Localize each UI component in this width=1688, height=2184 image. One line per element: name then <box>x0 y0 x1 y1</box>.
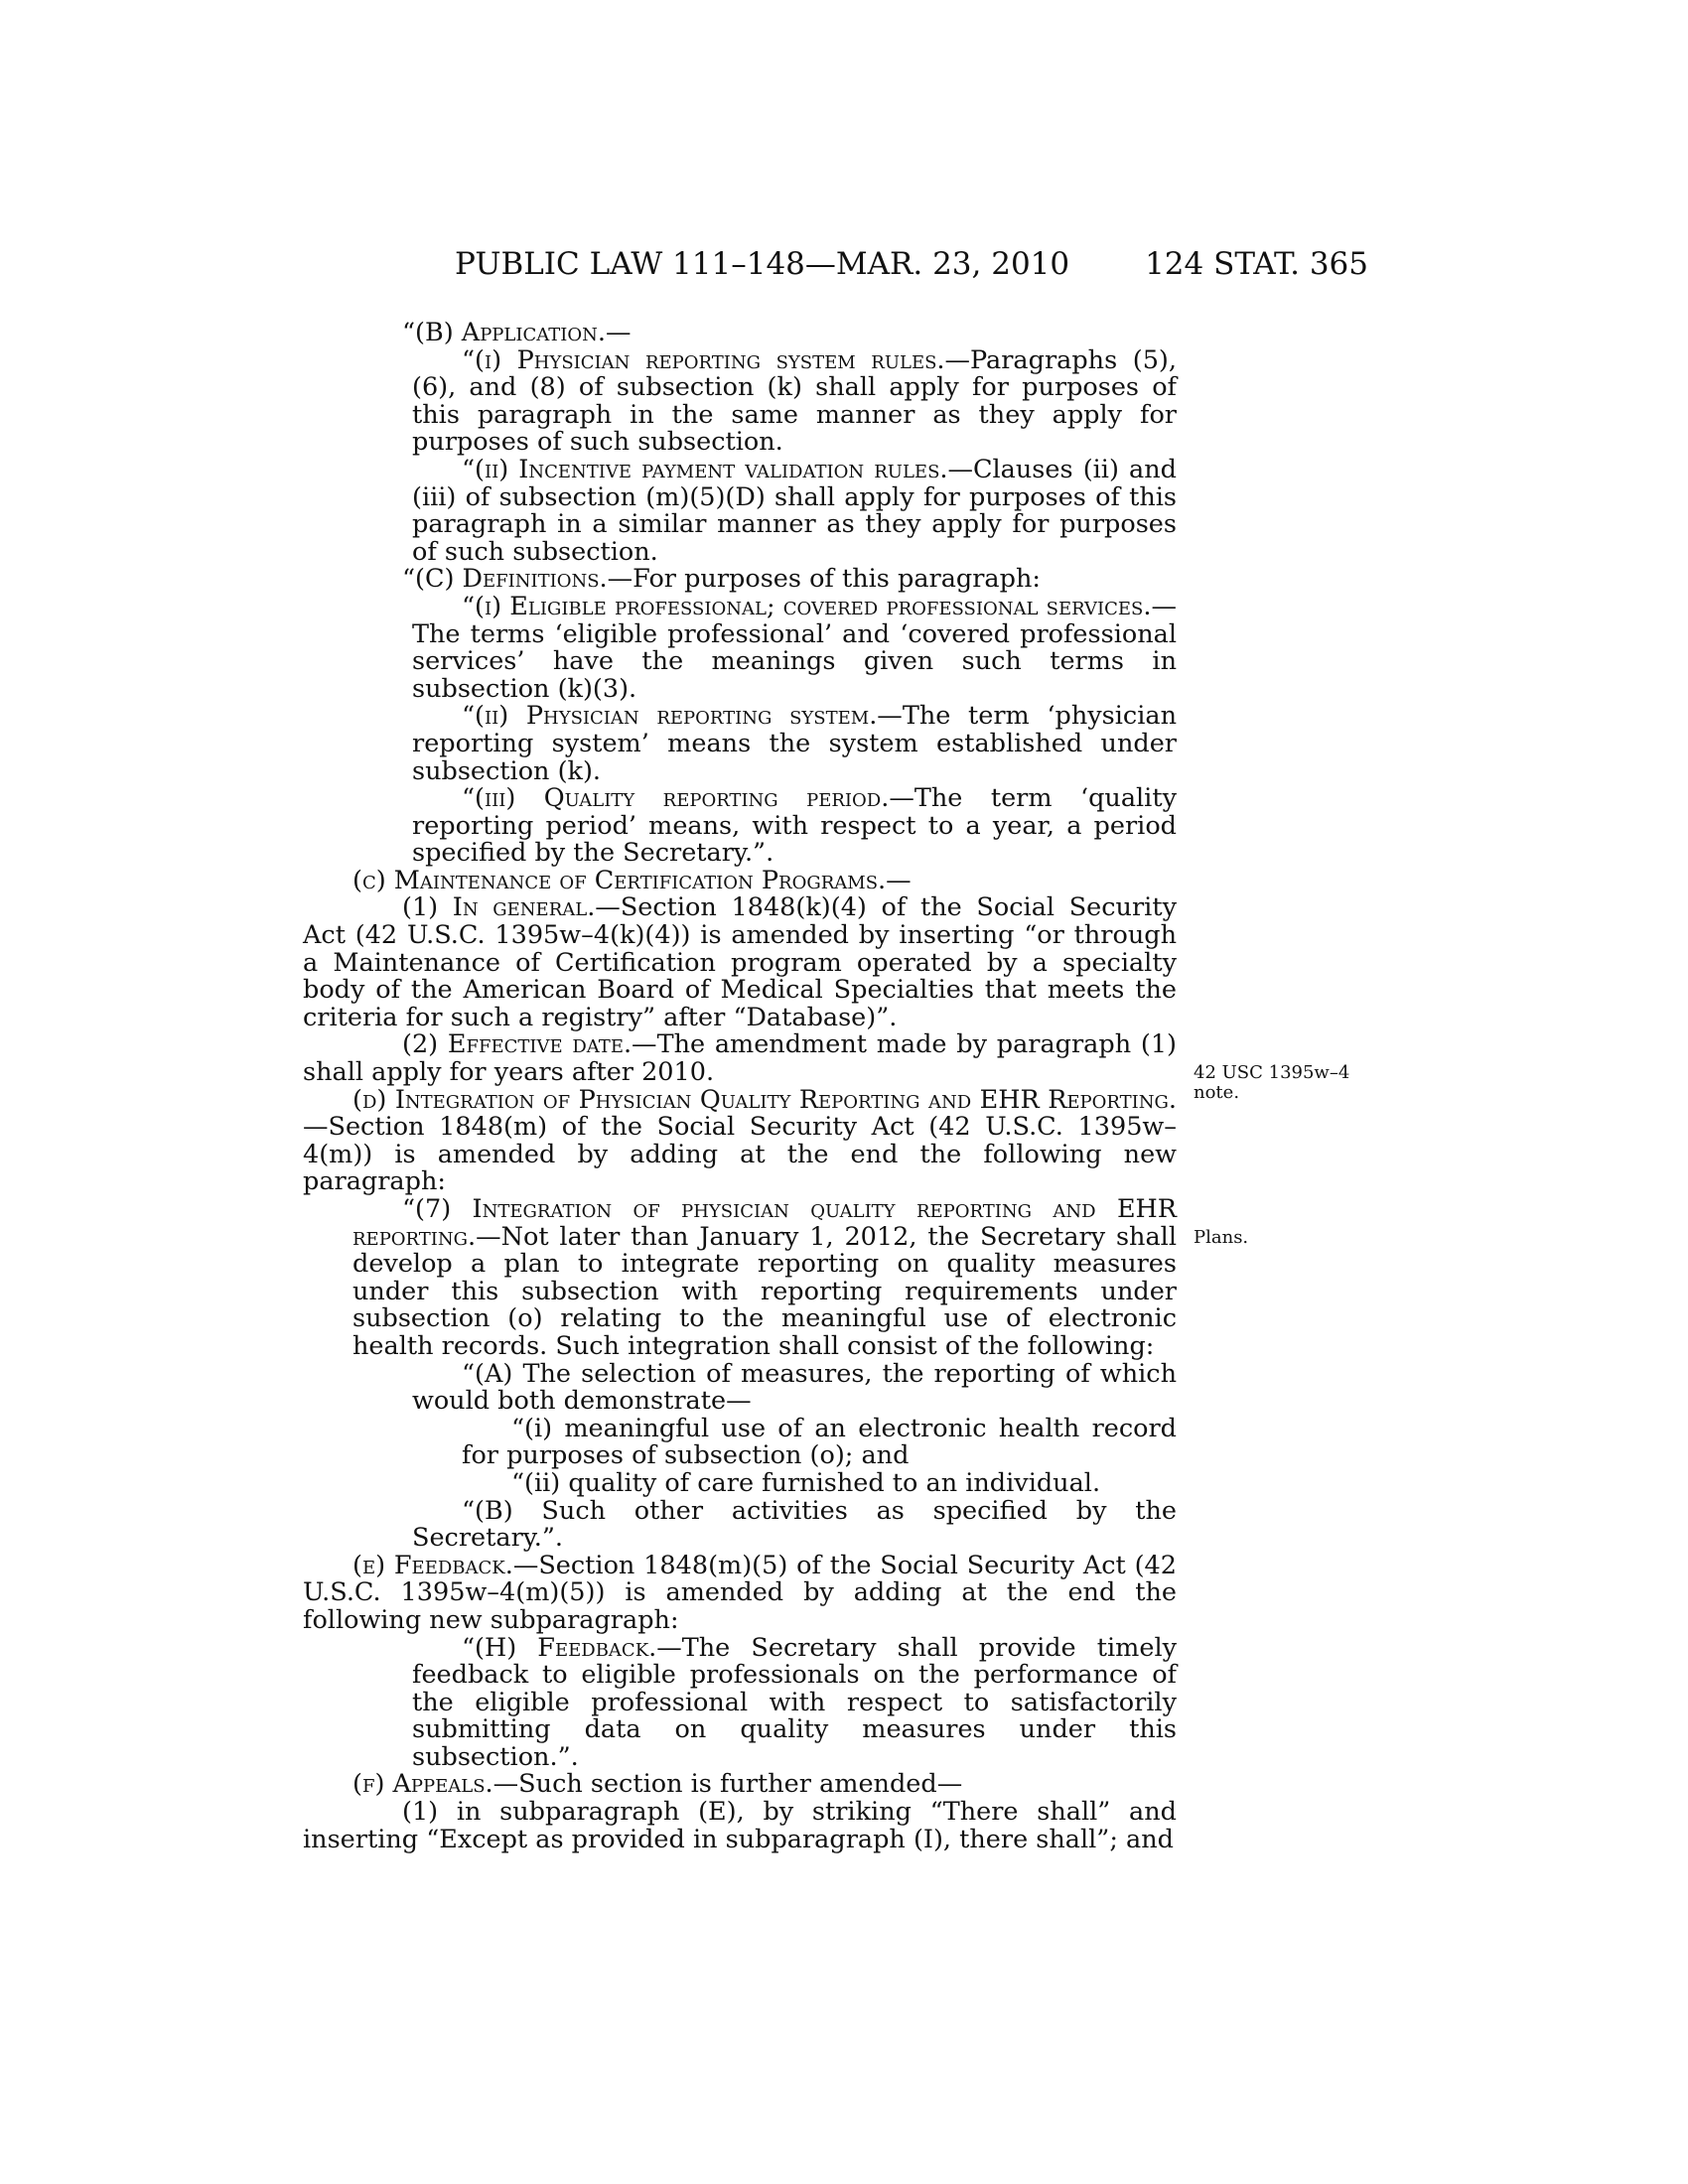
statute-body <box>303 320 1177 1853</box>
text: The terms ‘eligible professional’ and ‘covered professional services’ have the meanings given such terms in subsection (k)(3). <box>412 618 1177 704</box>
heading: “(7) Integration of physician quality reporting and EHR reporting.— <box>352 1194 1177 1252</box>
heading: “(ii) Physician reporting system.— <box>462 701 903 732</box>
heading: “(C) Definitions.— <box>402 564 633 595</box>
clause-c-i <box>303 591 1177 704</box>
subsection-c-maintenance <box>303 865 1177 895</box>
paragraph-c-1 <box>303 894 1177 1031</box>
subparagraph-e-h <box>303 1632 1178 1772</box>
margin-note-usc-citation: 42 USC 1395w–4 note. <box>1194 1062 1350 1103</box>
heading: (f) Appeals.— <box>352 1769 519 1800</box>
margin-note-plans: Plans. <box>1194 1227 1249 1248</box>
text: Section 1848(k)(4) of the Social Security Act (42 U.S.C. 1395w–4(k)(4)) is amended by inserting “or through a Maintenance of Certification program operated by a specialty body of the American Board of Medical Specialties that meets the criteria for such a registry” after “Database)”. <box>303 892 1177 1032</box>
clause-d-a-i <box>303 1413 1177 1471</box>
paragraph-d-7 <box>303 1196 1177 1361</box>
text: Section 1848(m)(5) of the Social Security Act (42 U.S.C. 1395w–4(m)(5)) is amended by adding at the end the following new subparagraph: <box>303 1550 1177 1635</box>
paragraph-c-2 <box>303 1031 1177 1086</box>
text: For purposes of this paragraph: <box>633 564 1041 595</box>
running-header-stat-page: 124 STAT. 365 <box>1145 246 1368 282</box>
text: Clauses (ii) and (iii) of subsection (m)(5)(D) shall apply for purposes of this paragraph in a similar manner as they apply for purposes of such subsection. <box>412 454 1177 567</box>
text: Section 1848(m) of the Social Security Act (42 U.S.C. 1395w–4(m)) is amended by adding at the end the following new paragraph: <box>303 1112 1177 1197</box>
subparagraph-d-b <box>303 1495 1177 1554</box>
text: “(B) Such other activities as specified by the Secretary.”. <box>412 1495 1177 1554</box>
clause-b-i <box>303 344 1177 458</box>
subsection-d-integration <box>303 1084 1177 1197</box>
text: “(i) meaningful use of an electronic health record for purposes of subsection (o); and <box>462 1413 1177 1471</box>
heading: (e) Feedback.— <box>352 1550 539 1580</box>
text: “(A) The selection of measures, the reporting of which would both demonstrate— <box>412 1358 1177 1417</box>
clause-b-ii <box>303 454 1177 567</box>
heading: (2) Effective date.— <box>402 1029 657 1060</box>
text: The Secretary shall provide timely feedback to eligible professionals on the performance of the eligible professional with respect to satisfactorily submitting data on quality measures under this subsection.”. <box>412 1632 1178 1772</box>
subparagraph-c-definitions <box>303 566 1177 594</box>
text: (1) in subparagraph (E), by striking “There shall” and inserting “Except as provided in subparagraph (I), there shall”; and <box>303 1797 1177 1854</box>
text: “(ii) quality of care furnished to an individual. <box>511 1467 1101 1498</box>
heading: “(i) Physician reporting system rules.— <box>462 344 971 375</box>
heading: (c) Maintenance of Certification Programs.— <box>352 865 912 895</box>
running-header-title: PUBLIC LAW 111–148—MAR. 23, 2010 <box>455 246 1070 282</box>
text: The term ‘quality reporting period’ means, with respect to a year, a period specified by the Secretary.”. <box>412 783 1177 869</box>
heading: “(ii) Incentive payment validation rules.— <box>462 454 974 484</box>
subsection-e-feedback <box>303 1550 1177 1635</box>
clause-c-ii <box>303 703 1177 785</box>
clause-d-a-ii <box>303 1467 1177 1498</box>
heading: “(iii) Quality reporting period.— <box>462 783 914 814</box>
heading: “(i) Eligible professional; covered professional services.— <box>462 591 1177 621</box>
text: Such section is further amended— <box>518 1769 963 1800</box>
text: Paragraphs (5), (6), and (8) of subsection (k) shall apply for purposes of this paragraph in the same manner as they apply for purposes of such subsection. <box>412 344 1177 458</box>
subparagraph-b-application <box>303 320 1177 347</box>
heading: “(B) Application.— <box>402 318 632 347</box>
text: Not later than January 1, 2012, the Secretary shall develop a plan to integrate reporting on quality measures under this subsection with reporting requirements under subsection (o) relating to the meaningful use of electronic health records. Such integration shall consist of the following: <box>352 1221 1177 1361</box>
subparagraph-d-a <box>303 1358 1177 1417</box>
heading: (d) Integration of Physician Quality Reporting and EHR Reporting.— <box>303 1084 1177 1143</box>
clause-c-iii <box>303 785 1177 868</box>
text: The term ‘physician reporting system’ means the system established under subsection (k). <box>412 701 1177 786</box>
paragraph-f-1 <box>303 1799 1177 1853</box>
text: The amendment made by paragraph (1) shall apply for years after 2010. <box>303 1029 1177 1088</box>
subsection-f-appeals <box>303 1771 1177 1799</box>
heading: “(H) Feedback.— <box>462 1632 682 1663</box>
heading: (1) In general.— <box>402 892 621 923</box>
